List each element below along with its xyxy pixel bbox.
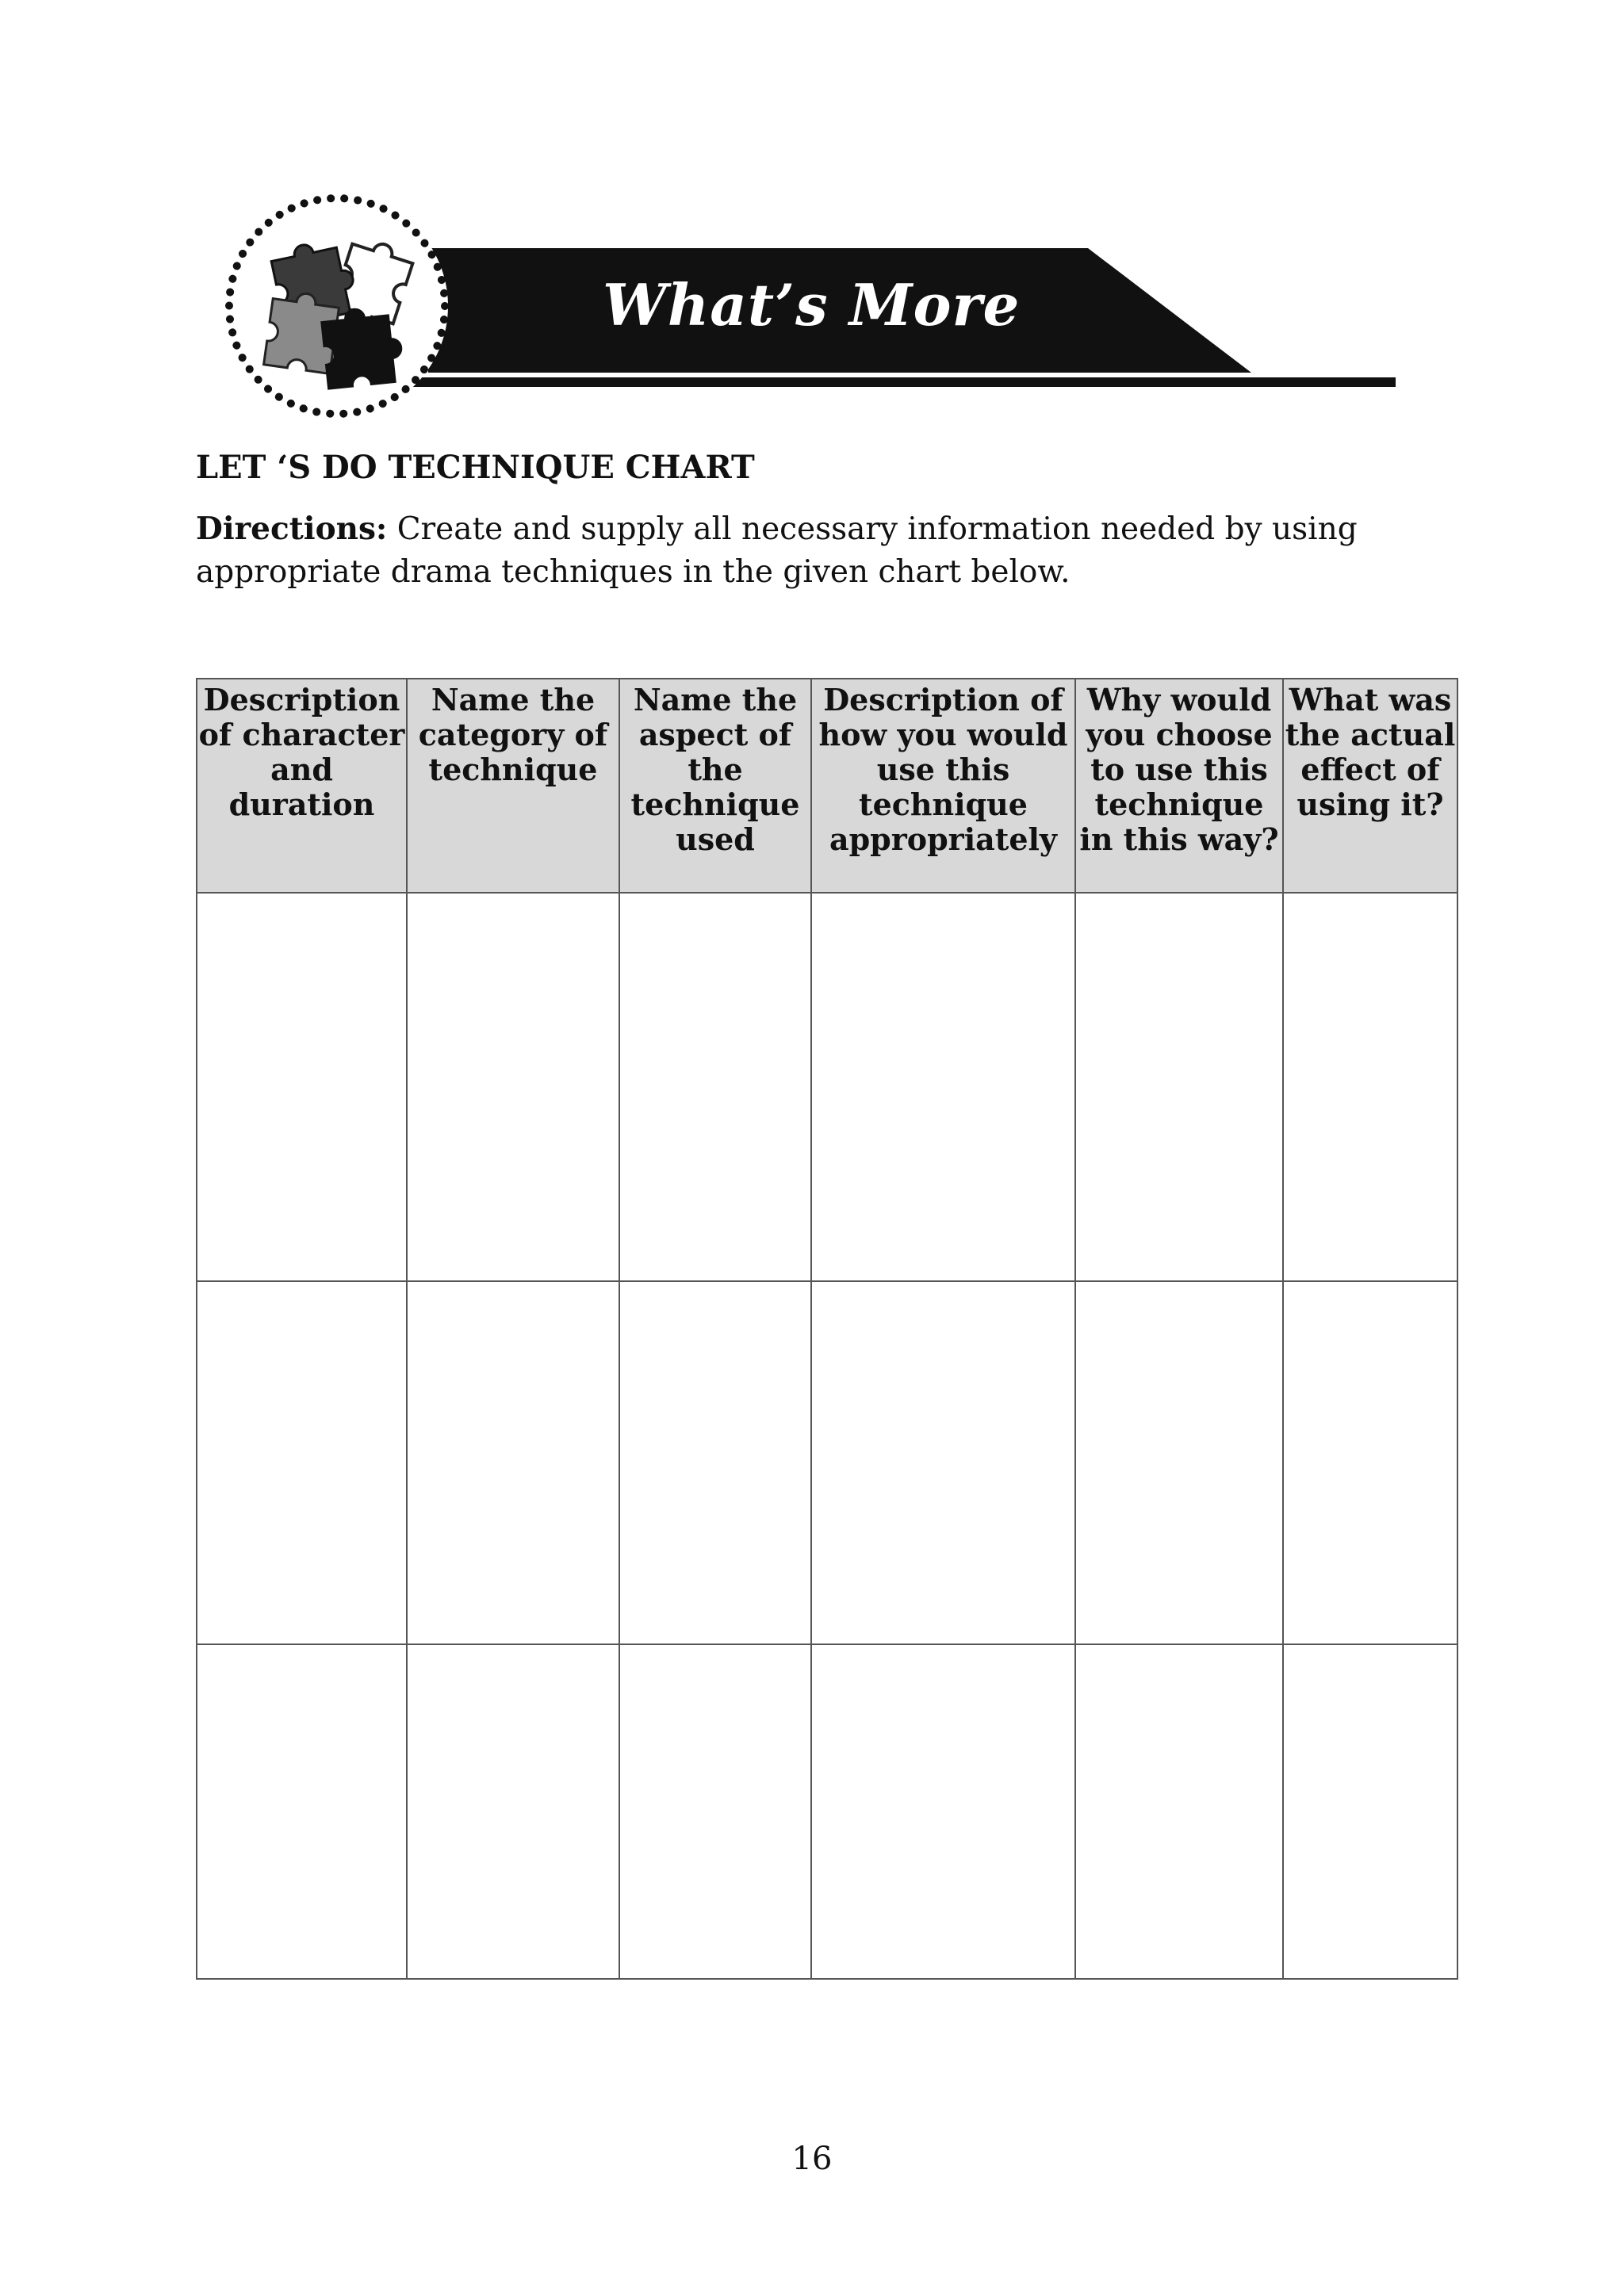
- directions: [196, 507, 1465, 594]
- header-how-to-use: Description of how you would use this technique appropriately: [811, 679, 1075, 893]
- answer-cell[interactable]: [407, 1281, 619, 1644]
- table-row: [197, 893, 1457, 1281]
- header-technique-category: Name the category of technique: [407, 679, 619, 893]
- answer-cell[interactable]: [619, 1644, 811, 1979]
- table-row: [197, 1644, 1457, 1979]
- activity-title: LET ‘S DO TECHNIQUE CHART: [196, 449, 755, 486]
- banner-underline: [412, 377, 1396, 387]
- header-technique-aspect: Name the aspect of the technique used: [619, 679, 811, 893]
- banner-title: What’s More: [603, 271, 1021, 339]
- answer-cell[interactable]: [1075, 1281, 1283, 1644]
- section-banner: [0, 0, 1624, 444]
- answer-cell[interactable]: [1283, 893, 1457, 1281]
- answer-cell[interactable]: [197, 1644, 407, 1979]
- header-why-choose: Why would you choose to use this technique in this way?: [1075, 679, 1283, 893]
- page-number: 16: [791, 2141, 833, 2177]
- answer-cell[interactable]: [811, 1281, 1075, 1644]
- technique-chart: [196, 678, 1458, 1980]
- directions-label: Directions:: [196, 511, 388, 547]
- answer-cell[interactable]: [811, 1644, 1075, 1979]
- chart-header-row: [197, 679, 1457, 893]
- answer-cell[interactable]: [619, 1281, 811, 1644]
- answer-cell[interactable]: [811, 893, 1075, 1281]
- header-actual-effect: What was the actual effect of using it?: [1283, 679, 1457, 893]
- banner-graphic: [0, 0, 1624, 444]
- answer-cell[interactable]: [197, 893, 407, 1281]
- answer-cell[interactable]: [407, 893, 619, 1281]
- directions-text: Create and supply all necessary information needed by using appropriate drama techniques in the given chart below.: [196, 511, 1358, 590]
- answer-cell[interactable]: [197, 1281, 407, 1644]
- answer-cell[interactable]: [407, 1644, 619, 1979]
- answer-cell[interactable]: [1075, 893, 1283, 1281]
- puzzle-pieces-icon: [264, 235, 416, 388]
- answer-cell[interactable]: [1075, 1644, 1283, 1979]
- answer-cell[interactable]: [619, 893, 811, 1281]
- header-character-duration: Description of character and duration: [197, 679, 407, 893]
- answer-cell[interactable]: [1283, 1644, 1457, 1979]
- table-row: [197, 1281, 1457, 1644]
- answer-cell[interactable]: [1283, 1281, 1457, 1644]
